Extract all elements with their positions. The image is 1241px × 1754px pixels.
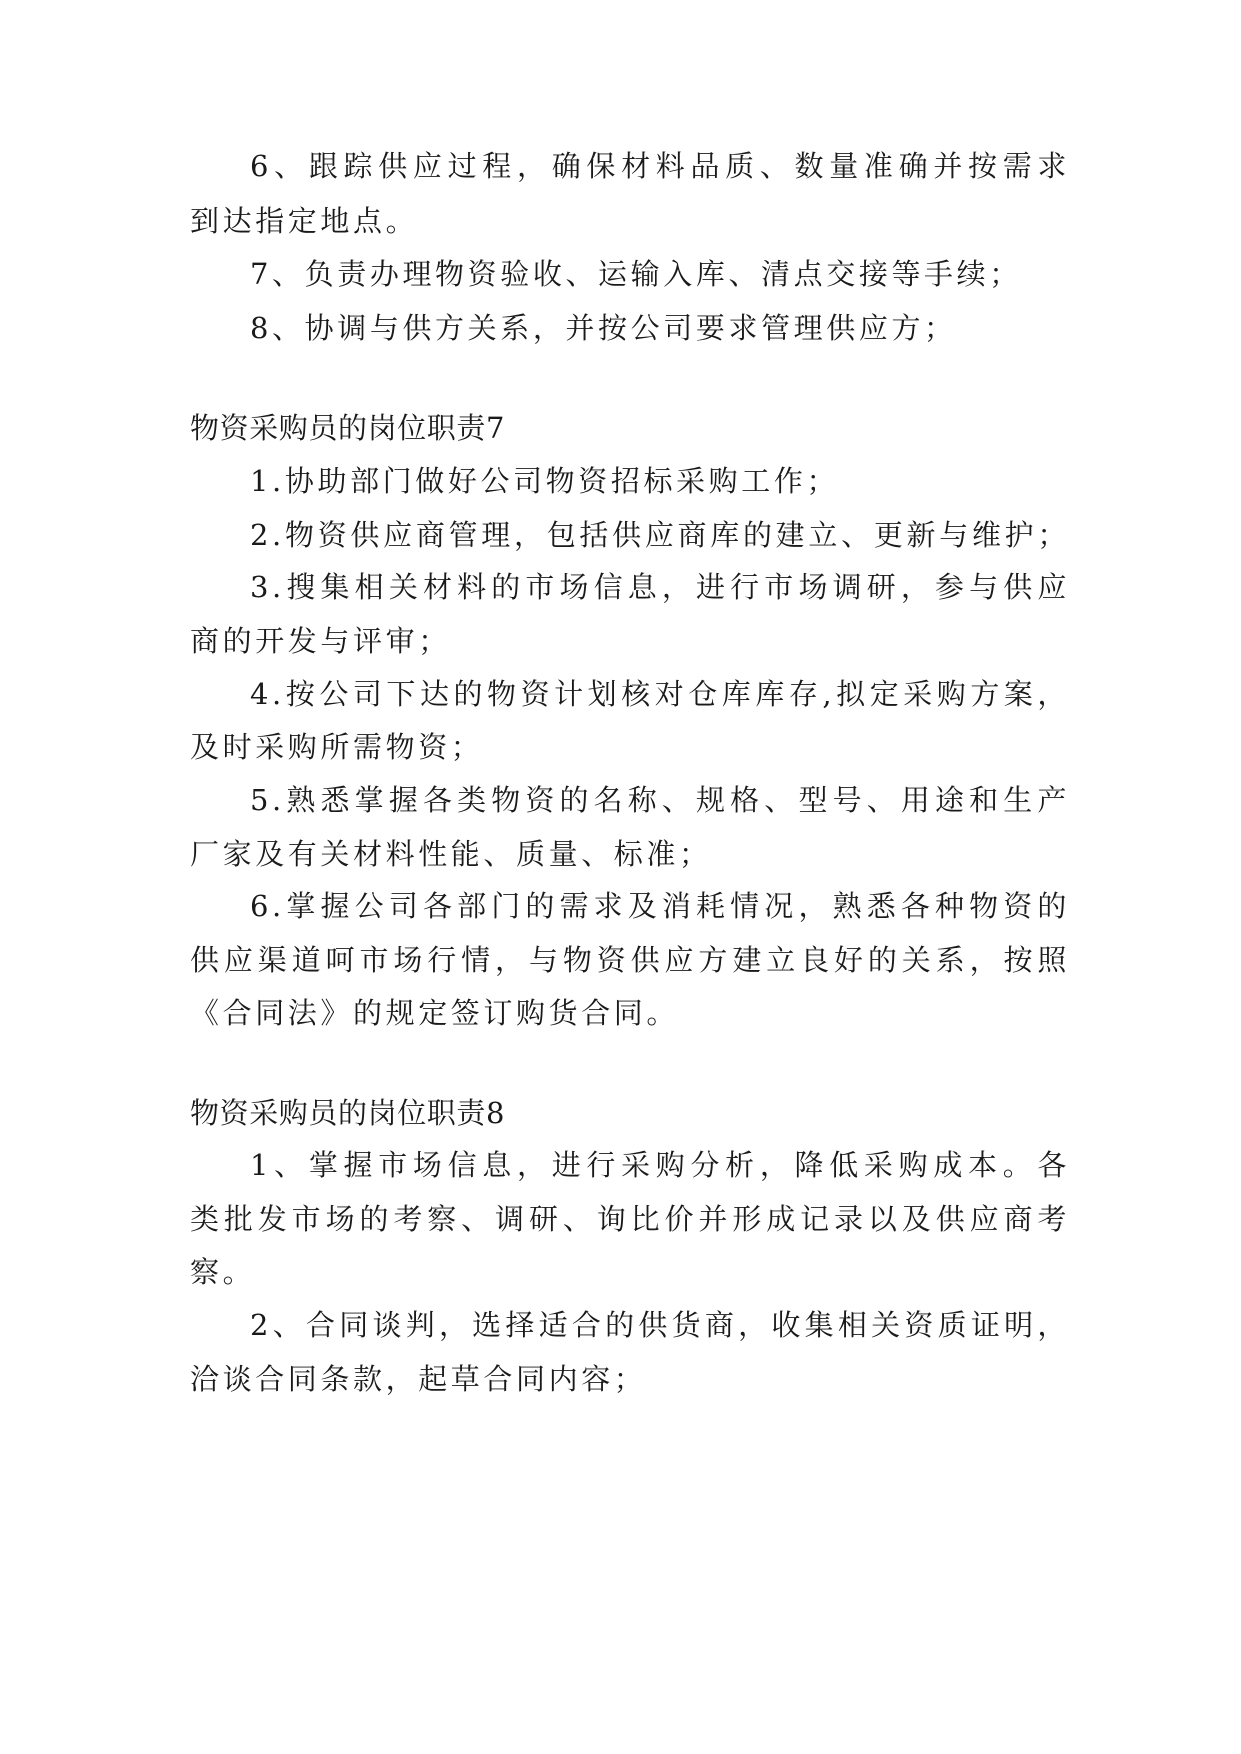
paragraph-line: 4.按公司下达的物资计划核对仓库库存,拟定采购方案， [250, 677, 1070, 711]
paragraph-line: 《合同法》的规定签订购货合同。 [190, 996, 680, 1030]
paragraph-line: 类批发市场的考察、调研、询比价并形成记录以及供应商考 [190, 1202, 1070, 1236]
paragraph-line: 2.物资供应商管理，包括供应商库的建立、更新与维护； [250, 518, 1070, 552]
paragraph-line: 1.协助部门做好公司物资招标采购工作； [250, 464, 840, 498]
paragraph-line: 厂家及有关材料性能、质量、标准； [190, 837, 712, 871]
paragraph-line: 5.熟悉掌握各类物资的名称、规格、型号、用途和生产 [250, 783, 1070, 817]
paragraph-line: 及时采购所需物资； [190, 730, 484, 764]
paragraph-line: 2、合同谈判，选择适合的供货商，收集相关资质证明， [250, 1308, 1070, 1342]
paragraph-line: 供应渠道呵市场行情，与物资供应方建立良好的关系，按照 [190, 943, 1070, 977]
paragraph-line: 8、协调与供方关系，并按公司要求管理供应方； [250, 311, 957, 345]
paragraph-line: 7、负责办理物资验收、运输入库、清点交接等手续； [250, 257, 1022, 291]
paragraph-line: 商的开发与评审； [190, 624, 451, 658]
paragraph-line: 察。 [190, 1255, 256, 1289]
section-heading: 物资采购员的岗位职责8 [190, 1096, 506, 1130]
paragraph-line: 3.搜集相关材料的市场信息，进行市场调研，参与供应 [250, 570, 1070, 604]
paragraph-line: 6、跟踪供应过程，确保材料品质、数量准确并按需求 [250, 149, 1070, 183]
paragraph-line: 洽谈合同条款，起草合同内容； [190, 1362, 647, 1396]
paragraph-line: 1、掌握市场信息，进行采购分析，降低采购成本。各 [250, 1148, 1070, 1182]
section-heading: 物资采购员的岗位职责7 [190, 411, 506, 445]
paragraph-line: 6.掌握公司各部门的需求及消耗情况，熟悉各种物资的 [250, 889, 1070, 923]
paragraph-line: 到达指定地点。 [190, 204, 419, 238]
